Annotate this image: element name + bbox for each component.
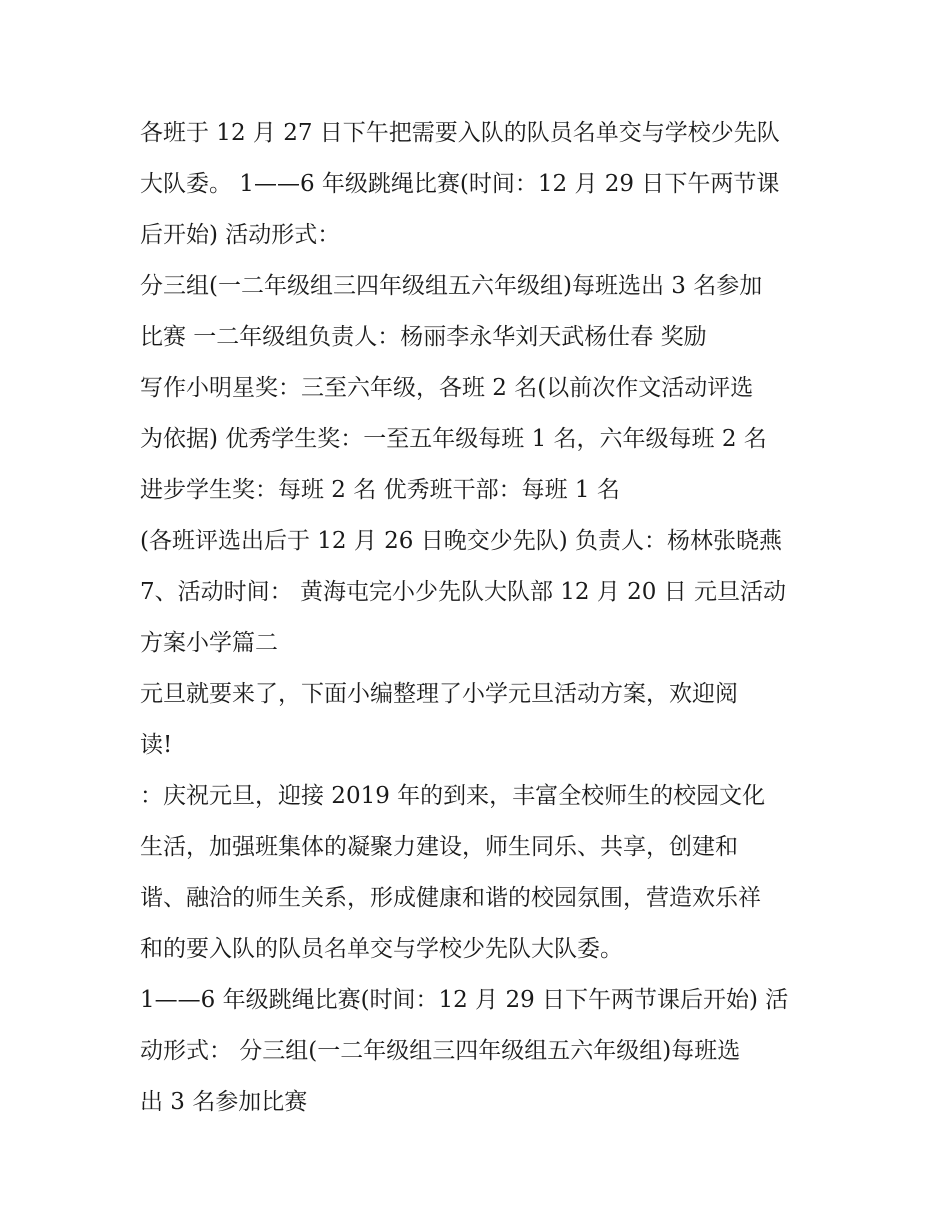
text-line: 各班于 12 月 27 日下午把需要入队的队员名单交与学校少先队: [140, 120, 780, 146]
text-line: 为依据) 优秀学生奖：一至五年级每班 1 名，六年级每班 2 名: [140, 426, 767, 452]
text-line: 比赛 一二年级组负责人：杨丽李永华刘天武杨仕春 奖励: [140, 324, 707, 350]
text-line: 7、活动时间： 黄海屯完小少先队大队部 12 月 20 日 元旦活动: [140, 579, 787, 605]
text-line: 写作小明星奖：三至六年级，各班 2 名(以前次作文活动评选: [140, 375, 754, 401]
text-line: 后开始) 活动形式：: [140, 222, 341, 248]
text-line: 生活，加强班集体的凝聚力建设，师生同乐、共享，创建和: [140, 834, 738, 860]
text-line: 动形式： 分三组(一二年级组三四年级组五六年级组)每班选: [140, 1038, 741, 1064]
text-line: 1——6 年级跳绳比赛(时间：12 月 29 日下午两节课后开始) 活: [140, 987, 789, 1013]
text-line: 大队委。 1——6 年级跳绳比赛(时间：12 月 29 日下午两节课: [140, 171, 780, 197]
text-line: 读!: [140, 732, 173, 758]
text-line: 出 3 名参加比赛: [140, 1089, 308, 1115]
text-line: (各班评选出后于 12 月 26 日晚交少先队) 负责人：杨林张晓燕: [140, 528, 783, 554]
text-line: 方案小学篇二: [140, 630, 278, 656]
text-line: 进步学生奖：每班 2 名 优秀班干部：每班 1 名: [140, 477, 620, 503]
text-line: 元旦就要来了，下面小编整理了小学元旦活动方案，欢迎阅: [140, 681, 738, 707]
text-line: 谐、融洽的师生关系，形成健康和谐的校园氛围，营造欢乐祥: [140, 885, 761, 911]
document-body: [140, 108, 820, 1128]
text-line: 分三组(一二年级组三四年级组五六年级组)每班选出 3 名参加: [140, 273, 763, 299]
text-line: ：庆祝元旦，迎接 2019 年的到来，丰富全校师生的校园文化: [140, 783, 766, 809]
text-line: 和的要入队的队员名单交与学校少先队大队委。: [140, 936, 623, 962]
